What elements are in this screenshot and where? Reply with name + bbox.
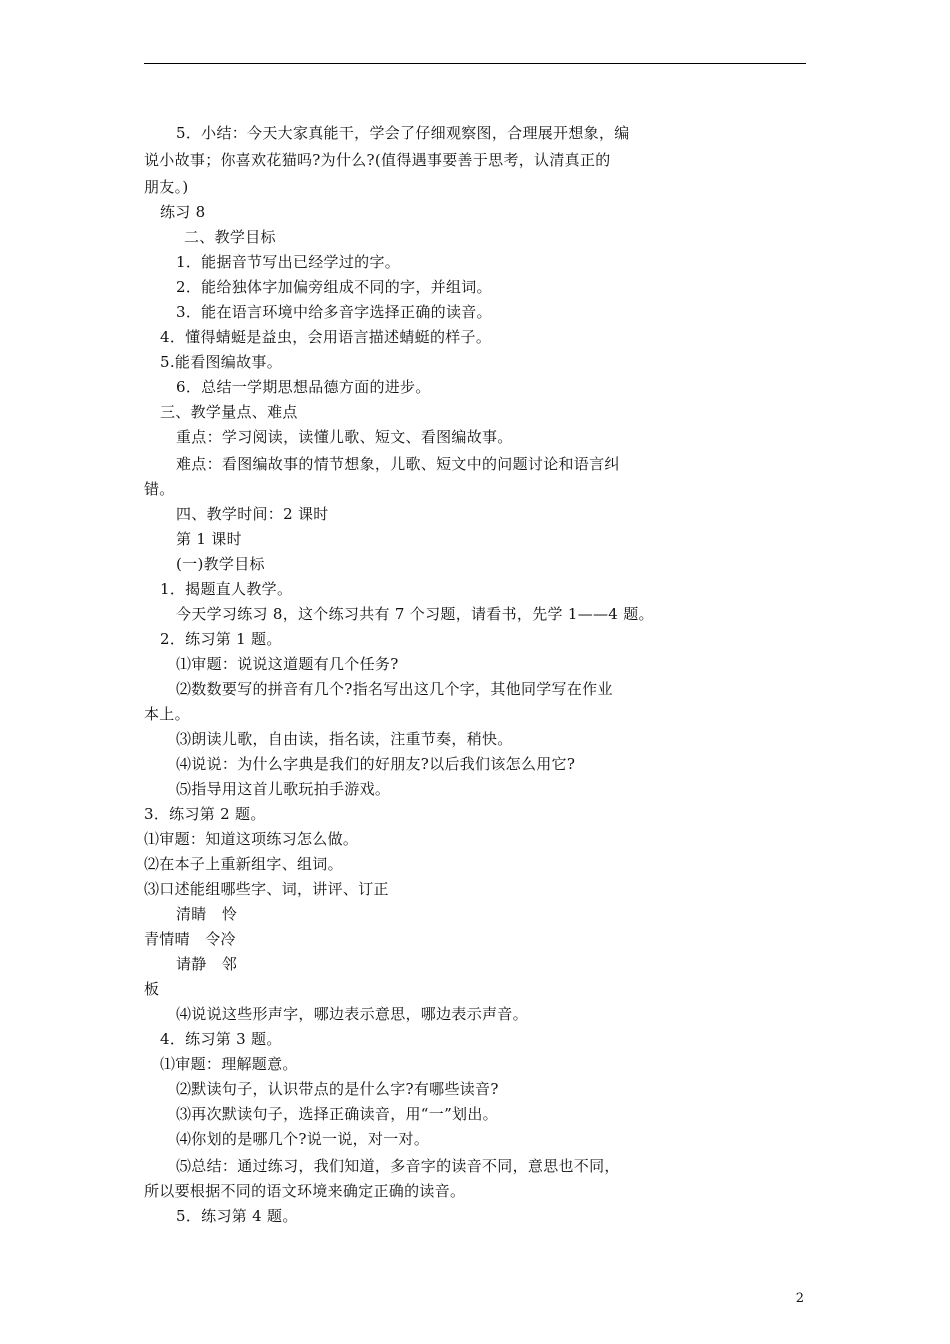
text-line: 4．练习第 3 题。: [160, 1030, 282, 1048]
text-line: ⑴审题：知道这项练习怎么做。: [144, 830, 359, 848]
text-line: 清睛 怜: [176, 905, 238, 923]
text-line: ⑵默读句子，认识带点的是什么字?有哪些读音?: [176, 1080, 499, 1098]
text-line: 今天学习练习 8，这个练习共有 7 个习题，请看书，先学 1——4 题。: [176, 605, 654, 623]
text-line: ⑷说说：为什么字典是我们的好朋友?以后我们该怎么用它?: [176, 755, 576, 773]
text-line: 青情晴 令冷: [144, 930, 236, 948]
text-line: 难点：看图编故事的情节想象，儿歌、短文中的问题讨论和语言纠: [176, 455, 620, 473]
header-rule: [144, 63, 806, 64]
text-line: 3．练习第 2 题。: [144, 805, 266, 823]
page-number: 2: [795, 1291, 804, 1306]
text-line: ⑶口述能组哪些字、词，讲评、订正: [144, 880, 389, 898]
text-line: 错。: [144, 480, 175, 498]
text-line: ⑴审题：理解题意。: [160, 1055, 298, 1073]
text-line: ⑸指导用这首儿歌玩拍手游戏。: [176, 780, 391, 798]
text-line: ⑴审题：说说这道题有几个任务?: [176, 655, 399, 673]
text-line: 本上。: [144, 705, 190, 723]
text-line: (一)教学目标: [176, 555, 265, 573]
text-line: ⑵在本子上重新组字、组词。: [144, 855, 343, 873]
text-line: 二、教学目标: [184, 228, 276, 246]
text-line: ⑷说说这些形声字，哪边表示意思，哪边表示声音。: [176, 1005, 528, 1023]
text-line: 6．总结一学期思想品德方面的进步。: [176, 378, 431, 396]
text-line: 3．能在语言环境中给多音字选择正确的读音。: [176, 303, 492, 321]
text-line: 板: [144, 980, 160, 998]
text-line: 5．练习第 4 题。: [176, 1207, 298, 1225]
text-line: 4．懂得蜻蜓是益虫，会用语言描述蜻蜓的样子。: [160, 328, 492, 346]
text-line: 第 1 课时: [176, 530, 242, 548]
text-line: 2．练习第 1 题。: [160, 630, 282, 648]
text-line: ⑶朗读儿歌，自由读，指名读，注重节奏，稍快。: [176, 730, 513, 748]
text-line: 所以要根据不同的语文环境来确定正确的读音。: [144, 1182, 466, 1200]
text-line: 5.能看图编故事。: [160, 353, 283, 371]
text-line: 朋友。): [144, 178, 189, 196]
text-line: ⑵数数要写的拼音有几个?指名写出这几个字，其他同学写在作业: [176, 680, 613, 698]
text-line: 请静 邻: [176, 955, 238, 973]
text-line: 1．揭题直人教学。: [160, 580, 293, 598]
text-line: 5．小结：今天大家真能干，学会了仔细观察图，合理展开想象，编: [176, 124, 630, 142]
text-line: 重点：学习阅读，读懂儿歌、短文、看图编故事。: [176, 428, 513, 446]
text-line: 2．能给独体字加偏旁组成不同的字，并组词。: [176, 278, 492, 296]
text-line: ⑸总结：通过练习，我们知道，多音字的读音不同，意思也不同，: [176, 1157, 620, 1175]
text-line: 四、教学时间：2 课时: [176, 505, 329, 523]
text-line: 练习 8: [160, 203, 206, 221]
text-line: ⑶再次默读句子，选择正确读音，用“一”划出。: [176, 1105, 498, 1123]
text-line: 1．能据音节写出已经学过的字。: [176, 253, 401, 271]
text-line: ⑷你划的是哪几个?说一说，对一对。: [176, 1130, 430, 1148]
text-line: 说小故事；你喜欢花猫吗?为什么?(值得遇事要善于思考，认清真正的: [144, 151, 611, 169]
text-line: 三、教学量点、难点: [160, 403, 298, 421]
